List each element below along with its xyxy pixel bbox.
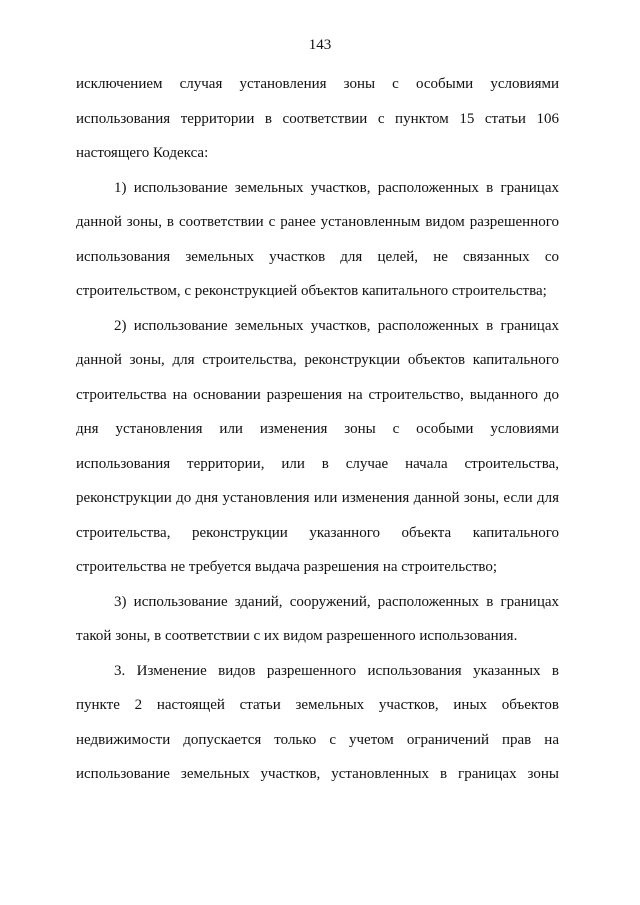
- text-line: настоящего Кодекса:: [76, 145, 209, 161]
- paragraph-item-2: [76, 309, 559, 585]
- text-line: строительства на основании разрешения на строительство, выданного до: [76, 386, 559, 403]
- text-line: 1) использование земельных участков, расположенных в границах: [114, 179, 559, 196]
- text-line: данной зоны, в соответствии с ранее установленным видом разрешенного: [76, 214, 559, 230]
- text-line: строительства, реконструкции указанного объекта капитального: [76, 524, 559, 541]
- text-line: использования территории в соответствии с пунктом 15 статьи 106: [76, 110, 559, 127]
- text-line: 3) использование зданий, сооружений, расположенных в границах: [114, 593, 559, 610]
- text-line: исключением случая установления зоны с особыми условиями: [76, 76, 559, 92]
- text-line: использование земельных участков, установленных в границах зоны: [76, 766, 559, 782]
- text-line: использования земельных участков для целей, не связанных со: [76, 248, 559, 265]
- page-number: 143: [308, 37, 332, 53]
- text-line: реконструкции до дня установления или изменения данной зоны, если для: [76, 490, 559, 506]
- paragraph-continuation: [76, 67, 559, 171]
- text-line: использования территории, или в случае начала строительства,: [76, 455, 559, 472]
- text-line: дня установления или изменения зоны с особыми условиями: [76, 421, 559, 437]
- text-line: недвижимости допускается только с учетом ограничений прав на: [76, 731, 559, 748]
- paragraph-point-3: [76, 654, 559, 792]
- document-body: [76, 67, 559, 792]
- text-line: строительства не требуется выдача разрешения на строительство;: [76, 559, 498, 575]
- text-line: данной зоны, для строительства, реконструкции объектов капитального: [76, 352, 559, 368]
- paragraph-item-3: [76, 585, 559, 654]
- text-line: пункте 2 настоящей статьи земельных участков, иных объектов: [76, 697, 559, 713]
- text-line: такой зоны, в соответствии с их видом разрешенного использования.: [76, 628, 518, 644]
- text-line: 2) использование земельных участков, расположенных в границах: [114, 317, 559, 334]
- text-line: 3. Изменение видов разрешенного использования указанных в: [114, 662, 559, 679]
- text-line: строительством, с реконструкцией объектов капитального строительства;: [76, 283, 547, 299]
- paragraph-item-1: [76, 171, 559, 309]
